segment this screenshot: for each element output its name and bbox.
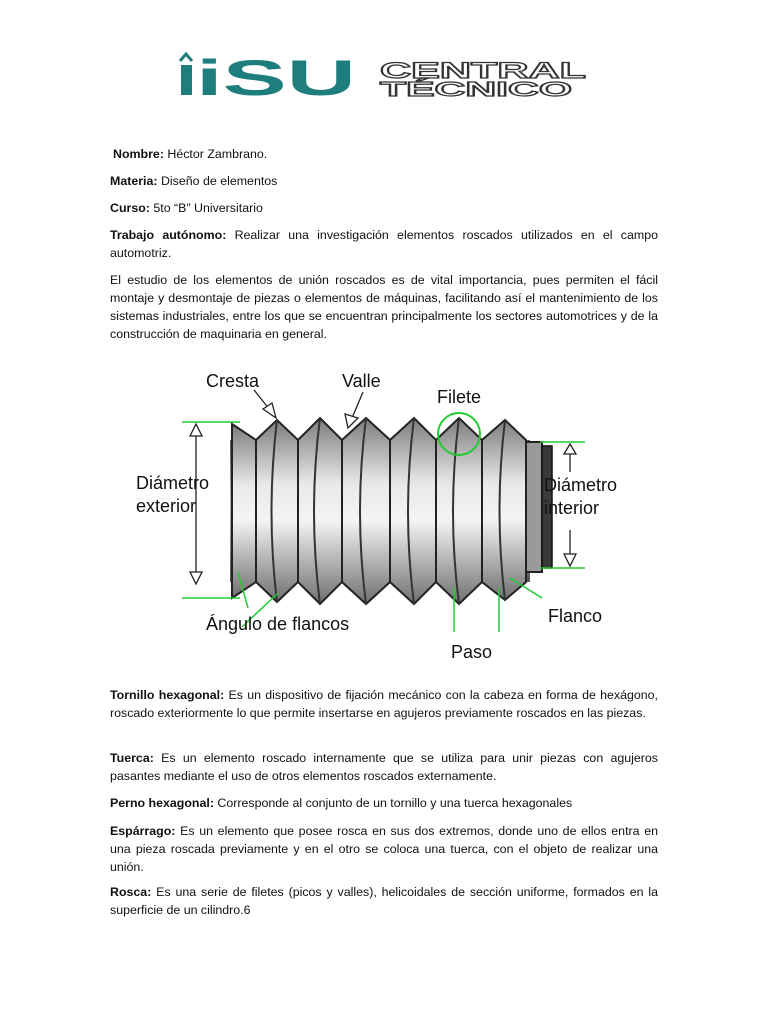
definition-text: Es un elemento que posee rosca en sus dos extremos, donde uno de ellos entra en una pieza roscada previamente y en el otro se coloca una tuerca, con el objeto de realizar una unión. <box>110 824 658 874</box>
label-diametro-exterior: Diámetro <box>136 473 210 493</box>
definition-term: Rosca: <box>110 885 152 899</box>
field-trabajo <box>110 226 658 262</box>
definition-perno <box>110 794 658 812</box>
field-nombre <box>110 145 658 163</box>
label-diametro-exterior-2: exterior <box>136 496 197 516</box>
label-valle: Valle <box>342 371 381 391</box>
field-label: Nombre: <box>113 147 164 161</box>
field-value: Realizar una investigación elementos roscados utilizados en el campo automotriz. <box>110 228 658 260</box>
pointer-arrows <box>254 390 363 428</box>
logo-line-2: TÉCNICO <box>380 79 470 98</box>
field-value: Héctor Zambrano. <box>163 147 268 161</box>
definition-esparrago <box>110 822 658 876</box>
definition-term: Tornillo hexagonal: <box>110 688 225 702</box>
logo-line-1: CENTRAL <box>380 58 586 83</box>
definition-term: Espárrago: <box>110 824 176 838</box>
label-diametro-interior-2: interior <box>544 498 600 518</box>
definition-text: Es un elemento roscado internamente que se utiliza para unir piezas con agujeros pasantes mediante el uso de otros elementos roscados externamente. <box>110 751 658 783</box>
field-label: Curso: <box>110 201 150 215</box>
label-paso: Paso <box>451 642 493 662</box>
field-materia <box>110 172 658 190</box>
label-filete: Filete <box>437 387 482 407</box>
definition-term: Tuerca: <box>110 751 154 765</box>
definition-text: Corresponde al conjunto de un tornillo y una tuerca hexagonales <box>213 796 573 810</box>
intro-paragraph: El estudio de los elementos de unión roscados es de vital importancia, pues permiten el fácil montaje y desmontaje de piezas o elementos de máquinas, facilitando así el mantenimiento de los sistemas industriales, entre los que se encuentran principalmente los sectores automotrices y de la construcción de maquinaria en general. <box>110 273 658 341</box>
label-flanco: Flanco <box>548 606 603 626</box>
definition-tuerca <box>110 749 658 785</box>
field-label: Trabajo autónomo: <box>110 228 227 242</box>
field-value: Diseño de elementos <box>157 174 278 188</box>
label-cresta: Cresta <box>206 371 260 391</box>
label-angulo-flancos: Ángulo de flancos <box>206 614 350 634</box>
definition-term: Perno hexagonal: <box>110 796 214 810</box>
field-curso <box>110 199 658 217</box>
field-value: 5to “B” Universitario <box>149 201 263 215</box>
field-label: Materia: <box>110 174 158 188</box>
institution-logo <box>178 52 590 98</box>
logo-isu-text: iSU <box>196 52 356 98</box>
definition-tornillo <box>110 686 658 722</box>
definition-rosca <box>110 883 658 919</box>
definition-text: Es un dispositivo de fijación mecánico con la cabeza en forma de hexágono, roscado exteriormente lo que permite insertarse en agujeros previamente roscados en las piezas. <box>110 688 659 720</box>
label-diametro-interior: Diámetro <box>544 475 618 495</box>
definition-text: Es una serie de filetes (picos y valles), helicoidales de sección uniforme, formados en la superficie de un cilindro.6 <box>110 885 658 917</box>
thread-diagram <box>130 362 640 672</box>
threaded-cylinder <box>230 418 552 604</box>
